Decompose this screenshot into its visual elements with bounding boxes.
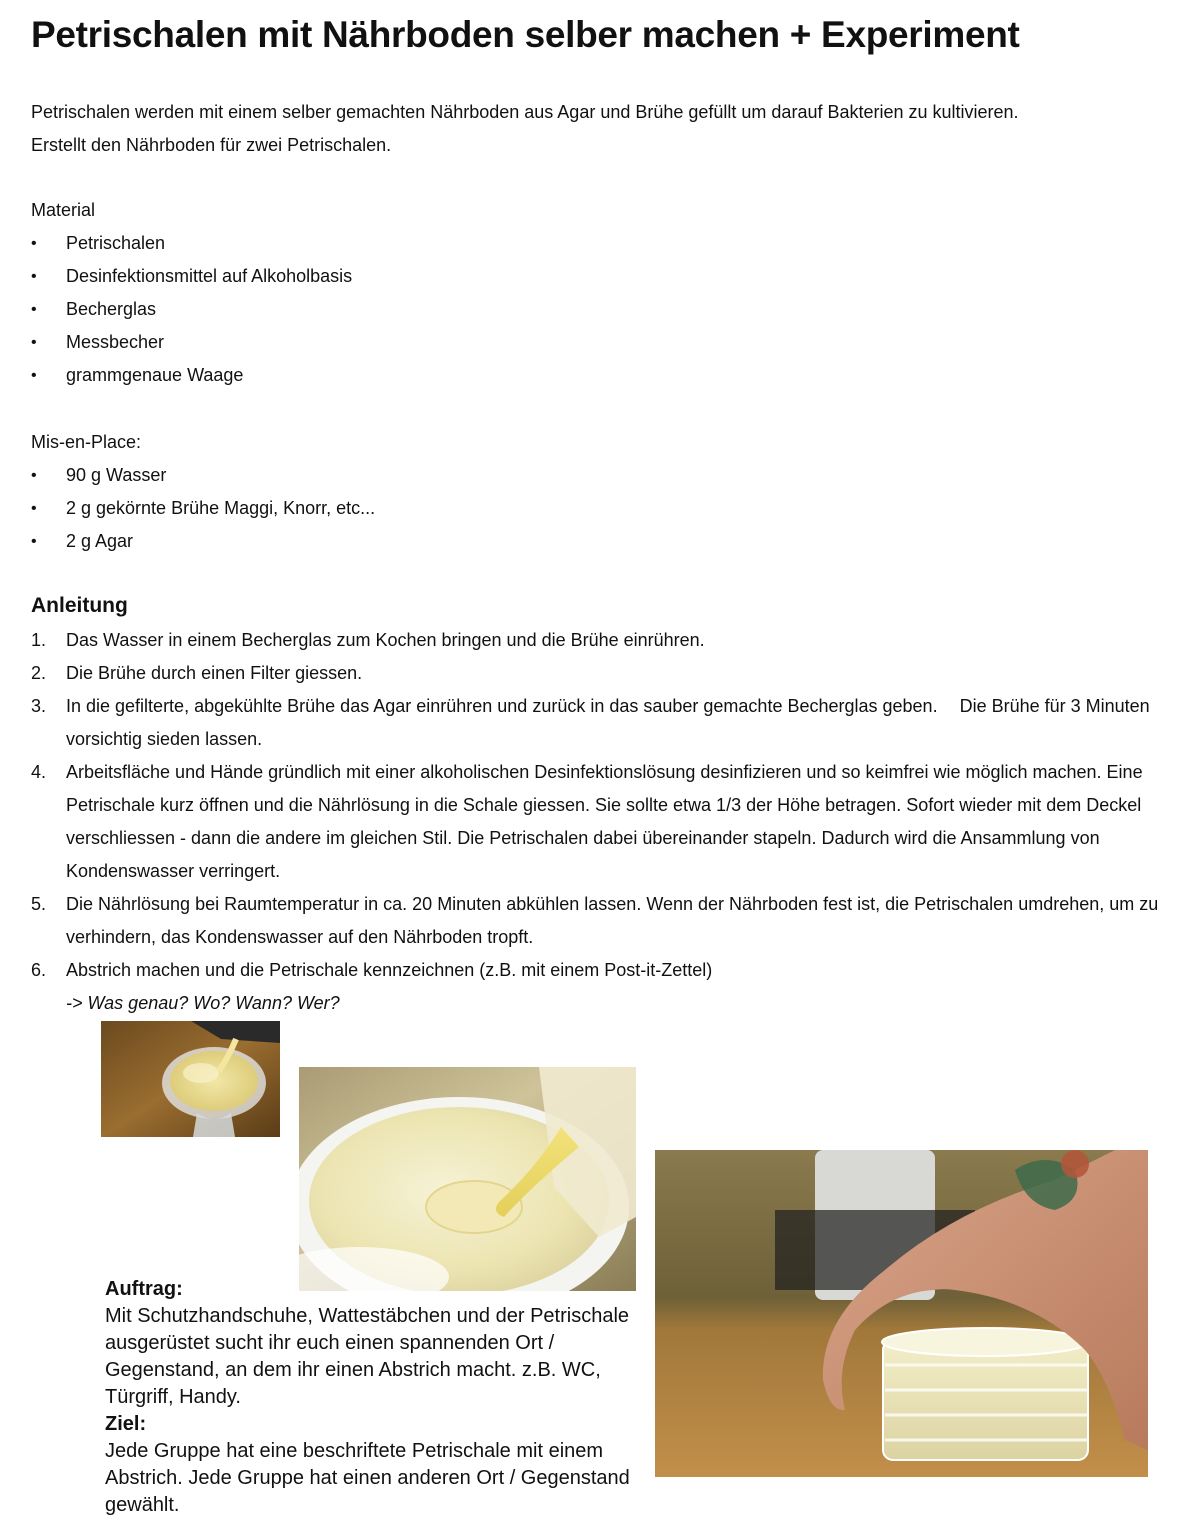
photo-pour-petri-drawing xyxy=(299,1067,636,1291)
photo-stacked-dishes xyxy=(655,1150,1148,1477)
step-text: Abstrich machen und die Petrischale kennzeichnen (z.B. mit einem Post-it-Zettel) xyxy=(66,960,713,980)
intro-line-1: Petrischalen werden mit einem selber gemachten Nährboden aus Agar und Brühe gefüllt um darauf Bakterien zu kultivieren. xyxy=(31,102,1019,122)
instruction-step xyxy=(31,756,1166,888)
mise-item-text: 2 g gekörnte Brühe Maggi, Knorr, etc... xyxy=(66,498,376,518)
photo-pour-petri xyxy=(299,1067,636,1291)
mise-item xyxy=(31,492,1166,525)
mise-item xyxy=(31,525,1166,558)
material-item-text: Petrischalen xyxy=(66,233,166,253)
step-number: 6. xyxy=(31,960,47,980)
bullet-marker: • xyxy=(31,301,37,318)
instruction-step xyxy=(31,888,1166,954)
step-number: 2. xyxy=(31,663,47,683)
bullet-marker: • xyxy=(31,235,37,252)
instructions-list xyxy=(31,624,1166,1020)
step-text: In die gefilterte, abgekühlte Brühe das Agar einrühren und zurück in das sauber gemachte Becherglas geben. xyxy=(66,696,938,716)
instruction-step xyxy=(31,624,1166,657)
material-item-text: Desinfektionsmittel auf Alkoholbasis xyxy=(66,266,353,286)
page-title: Petrischalen mit Nährboden selber machen + Experiment xyxy=(31,14,1020,55)
photo-filter-broth-drawing xyxy=(101,1021,280,1137)
task-label: Auftrag: xyxy=(105,1278,183,1300)
step-text-continued: Die Brühe für 3 Minuten vorsichtig sieden lassen. xyxy=(66,696,1150,749)
goal-label: Ziel: xyxy=(105,1413,147,1435)
material-item xyxy=(31,260,1166,293)
step-text: Die Brühe durch einen Filter giessen. xyxy=(66,663,363,683)
instructions-heading: Anleitung xyxy=(31,594,128,617)
material-item xyxy=(31,359,1166,392)
material-item-text: grammgenaue Waage xyxy=(66,365,244,385)
material-item xyxy=(31,227,1166,260)
intro-text xyxy=(31,96,1161,162)
goal-text: Jede Gruppe hat eine beschriftete Petrischale mit einem Abstrich. Jede Gruppe hat einen anderen Ort / Gegenstand gewählt. xyxy=(105,1440,630,1516)
step-number: 4. xyxy=(31,762,47,782)
material-list xyxy=(31,227,1166,392)
photo-stacked-dishes-drawing xyxy=(655,1150,1148,1477)
step-note: -> Was genau? Wo? Wann? Wer? xyxy=(66,993,340,1013)
task-box xyxy=(105,1276,665,1519)
mise-item-text: 90 g Wasser xyxy=(66,465,167,485)
photo-filter-broth xyxy=(101,1021,280,1137)
step-text: Das Wasser in einem Becherglas zum Kochen bringen und die Brühe einrühren. xyxy=(66,630,705,650)
bullet-marker: • xyxy=(31,533,37,550)
bullet-marker: • xyxy=(31,367,37,384)
task-text: Mit Schutzhandschuhe, Wattestäbchen und der Petrischale ausgerüstet sucht ihr euch einen spannenden Ort / Gegenstand, an dem ihr einen Abstrich macht. z.B. WC, Türgriff, Handy. xyxy=(105,1305,630,1408)
material-item-text: Messbecher xyxy=(66,332,165,352)
bullet-marker: • xyxy=(31,500,37,517)
step-number: 5. xyxy=(31,894,47,914)
step-text: Arbeitsfläche und Hände gründlich mit einer alkoholischen Desinfektionslösung desinfizieren und so keimfrei wie möglich machen. Eine Petrischale kurz öffnen und die Nährlösung in die Schale giessen. Sie sollte etwa 1/3 der Höhe betragen. Sofort wieder mit dem Deckel verschliessen - dann die andere im gleichen Stil. Die Petrischalen dabei übereinander stapeln. Dadurch wird die Ansammlung von Kondenswasser verringert. xyxy=(66,762,1143,881)
bullet-marker: • xyxy=(31,334,37,351)
mise-label: Mis-en-Place: xyxy=(31,432,142,452)
material-item xyxy=(31,326,1166,359)
instruction-step xyxy=(31,690,1166,756)
mise-item xyxy=(31,459,1166,492)
bullet-marker: • xyxy=(31,268,37,285)
intro-line-2: Erstellt den Nährboden für zwei Petrischalen. xyxy=(31,135,392,155)
material-item xyxy=(31,293,1166,326)
step-number: 3. xyxy=(31,696,47,716)
instruction-step xyxy=(31,657,1166,690)
mise-item-text: 2 g Agar xyxy=(66,531,134,551)
bullet-marker: • xyxy=(31,467,37,484)
material-item-text: Becherglas xyxy=(66,299,157,319)
material-label: Material xyxy=(31,200,96,220)
step-number: 1. xyxy=(31,630,47,650)
instruction-step xyxy=(31,954,1166,1020)
step-text: Die Nährlösung bei Raumtemperatur in ca. 20 Minuten abkühlen lassen. Wenn der Nährboden fest ist, die Petrischalen umdrehen, um zu verhindern, das Kondenswasser auf den Nährboden tropft. xyxy=(66,894,1159,947)
mise-list xyxy=(31,459,1166,558)
